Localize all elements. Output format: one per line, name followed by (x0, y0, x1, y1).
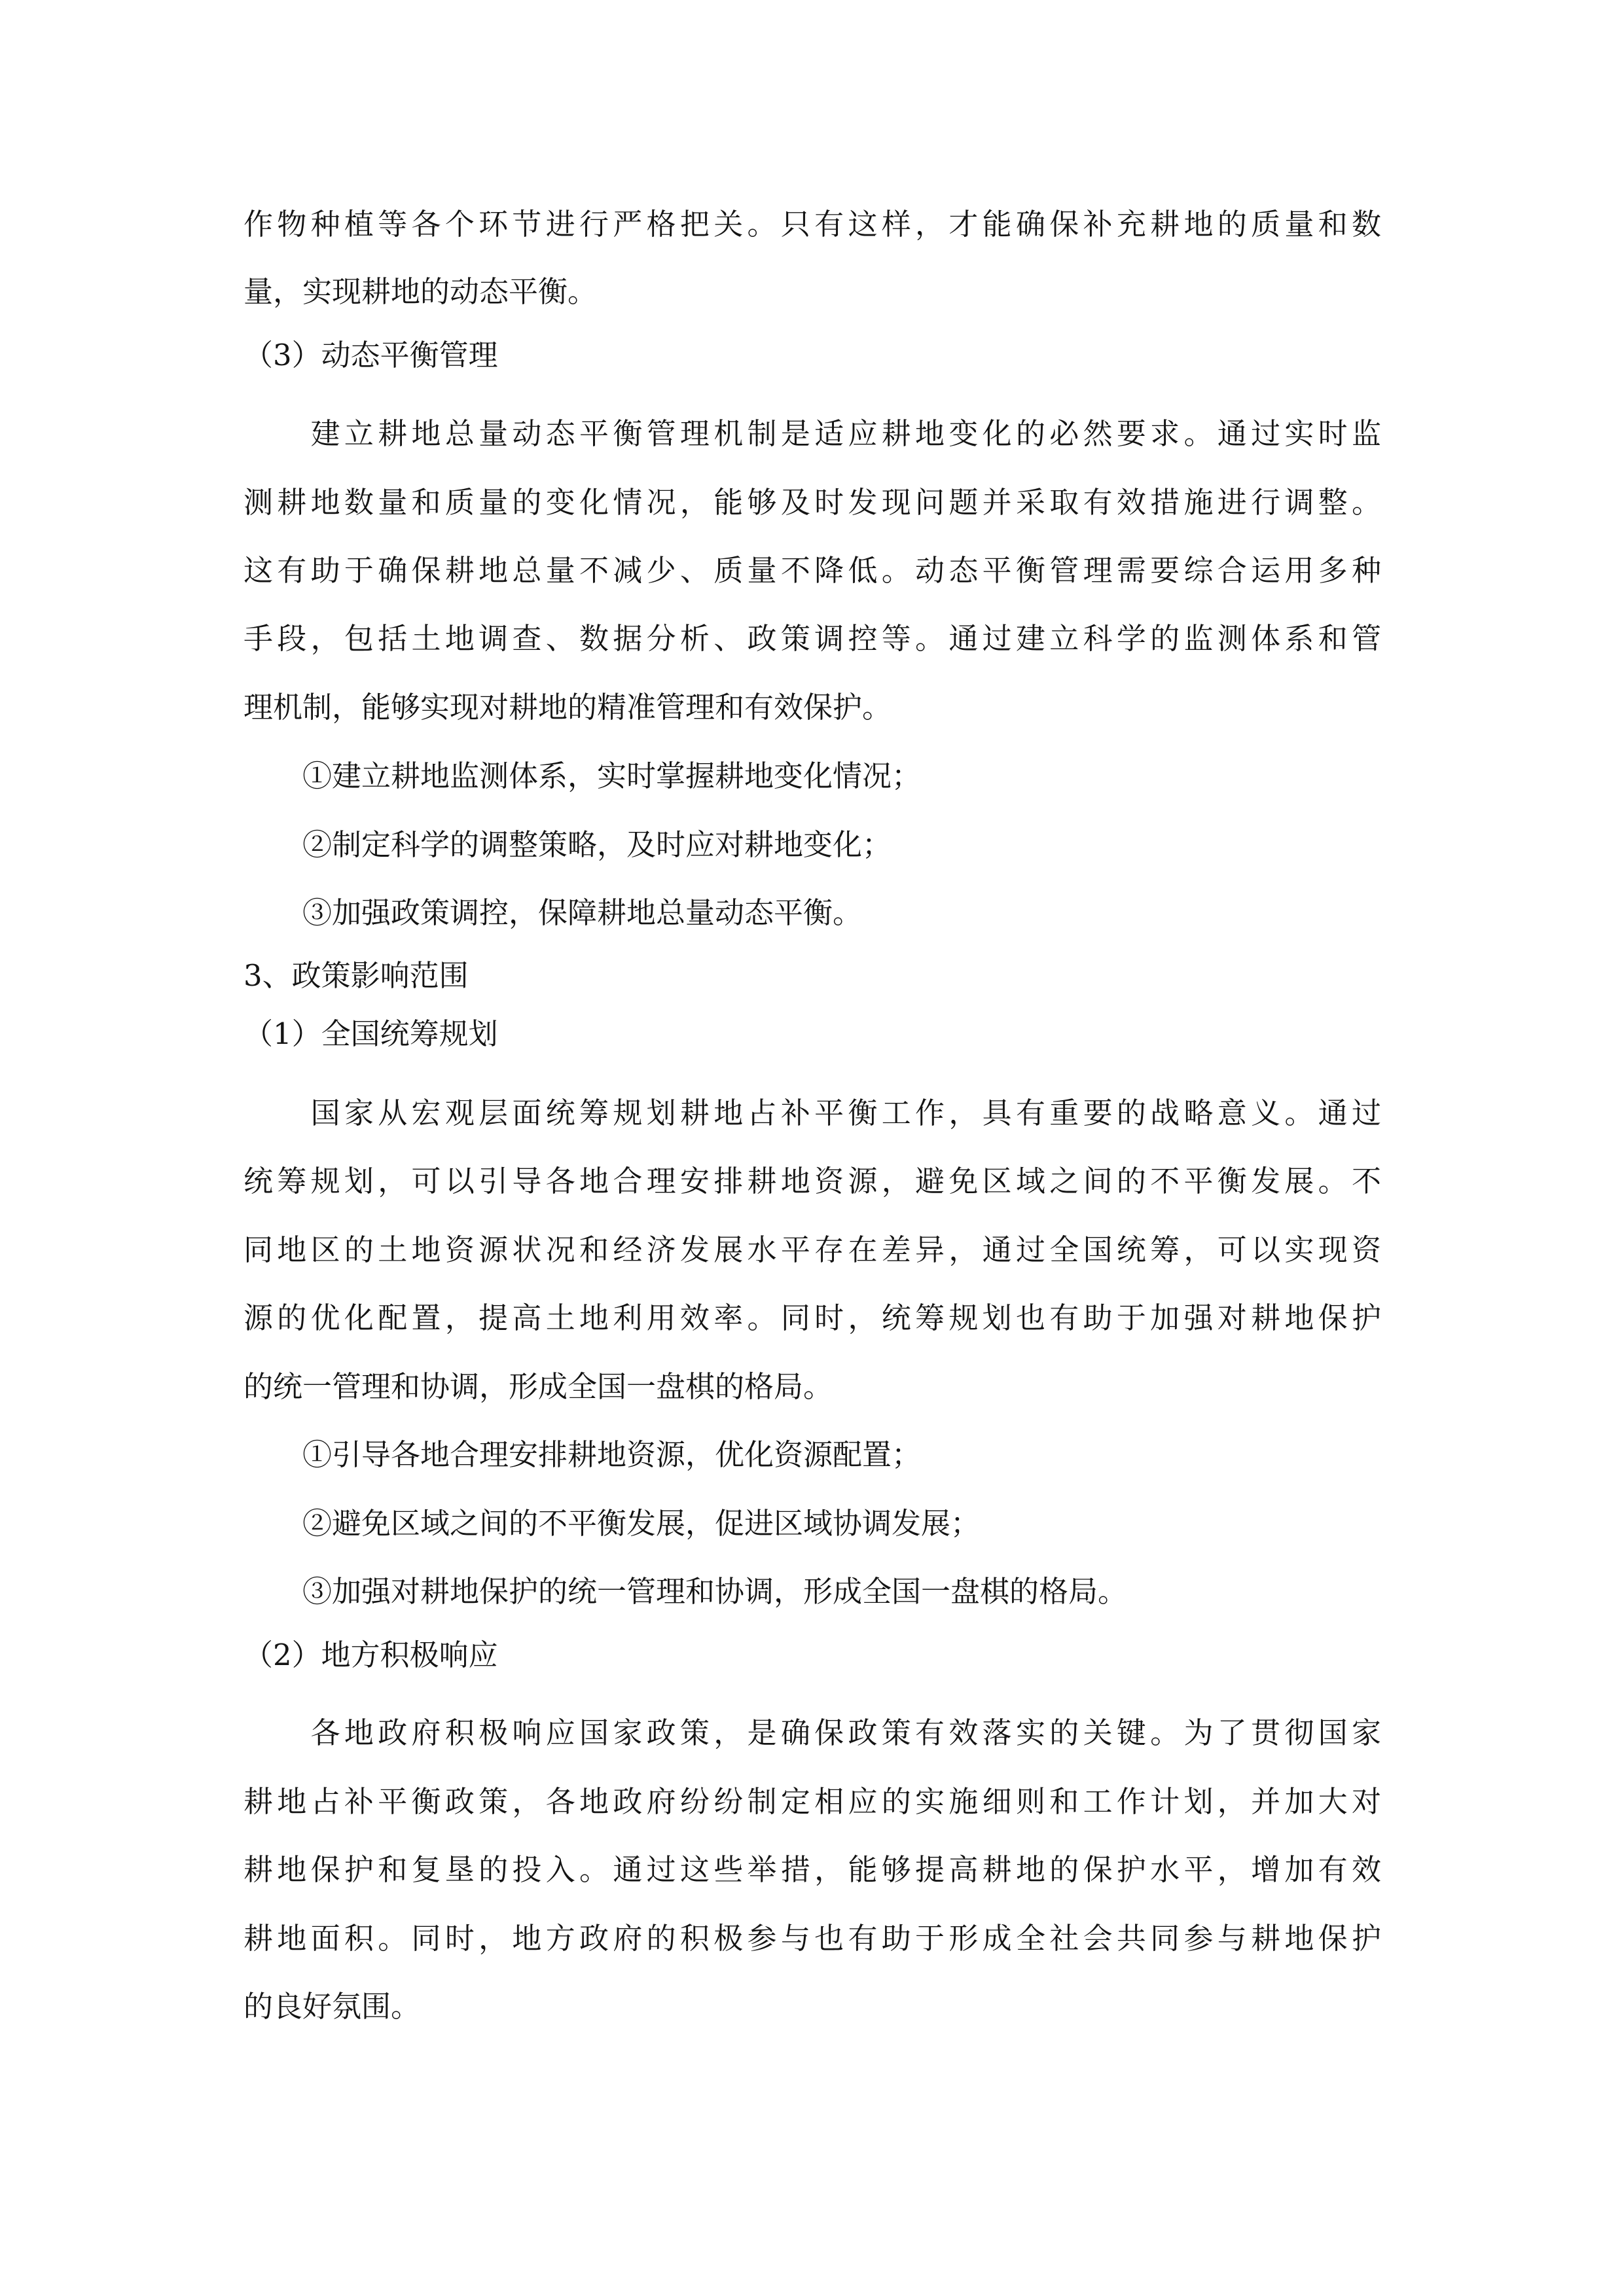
list-item: ②制定科学的调整策略，及时应对耕地变化； (244, 827, 892, 862)
body-text-line: 国家从宏观层面统筹规划耕地占补平衡工作，具有重要的战略意义。通过 (244, 1096, 1381, 1130)
body-text-line: 的统一管理和协调，形成全国一盘棋的格局。 (244, 1369, 833, 1404)
body-text-line: 耕地占补平衡政策，各地政府纷纷制定相应的实施细则和工作计划，并加大对 (244, 1784, 1381, 1819)
subsection-heading-2: （2）地方积极响应 (244, 1638, 498, 1672)
body-text-line: 测耕地数量和质量的变化情况，能够及时发现问题并采取有效措施进行调整。 (244, 485, 1381, 520)
subsection-heading-3: （3）动态平衡管理 (244, 338, 498, 372)
body-text-line: 理机制，能够实现对耕地的精准管理和有效保护。 (244, 690, 892, 725)
body-text-line: 作物种植等各个环节进行严格把关。只有这样，才能确保补充耕地的质量和数 (244, 207, 1381, 242)
body-text-line: 耕地保护和复垦的投入。通过这些举措，能够提高耕地的保护水平，增加有效 (244, 1852, 1381, 1887)
body-text-line: 建立耕地总量动态平衡管理机制是适应耕地变化的必然要求。通过实时监 (244, 416, 1381, 451)
body-text-line: 耕地面积。同时，地方政府的积极参与也有助于形成全社会共同参与耕地保护 (244, 1921, 1381, 1956)
list-item: ③加强政策调控，保障耕地总量动态平衡。 (244, 895, 863, 930)
body-text-line: 同地区的土地资源状况和经济发展水平存在差异，通过全国统筹，可以实现资 (244, 1232, 1381, 1267)
body-text-line: 源的优化配置，提高土地利用效率。同时，统筹规划也有助于加强对耕地保护 (244, 1300, 1381, 1335)
section-heading: 3、政策影响范围 (244, 958, 469, 993)
body-text-line: 统筹规划，可以引导各地合理安排耕地资源，避免区域之间的不平衡发展。不 (244, 1164, 1381, 1198)
body-text-line: 量，实现耕地的动态平衡。 (244, 274, 598, 309)
body-text-line: 这有助于确保耕地总量不减少、质量不降低。动态平衡管理需要综合运用多种 (244, 553, 1381, 588)
body-text-line: 的良好氛围。 (244, 1989, 421, 2024)
list-item: ①引导各地合理安排耕地资源，优化资源配置； (244, 1437, 922, 1472)
list-item: ②避免区域之间的不平衡发展，促进区域协调发展； (244, 1506, 981, 1541)
body-text-line: 各地政府积极响应国家政策，是确保政策有效落实的关键。为了贯彻国家 (244, 1715, 1381, 1750)
list-item: ①建立耕地监测体系，实时掌握耕地变化情况； (244, 759, 922, 793)
list-item: ③加强对耕地保护的统一管理和协调，形成全国一盘棋的格局。 (244, 1574, 1128, 1609)
body-text-line: 手段，包括土地调查、数据分析、政策调控等。通过建立科学的监测体系和管 (244, 621, 1381, 656)
subsection-heading-1: （1）全国统筹规划 (244, 1016, 498, 1051)
